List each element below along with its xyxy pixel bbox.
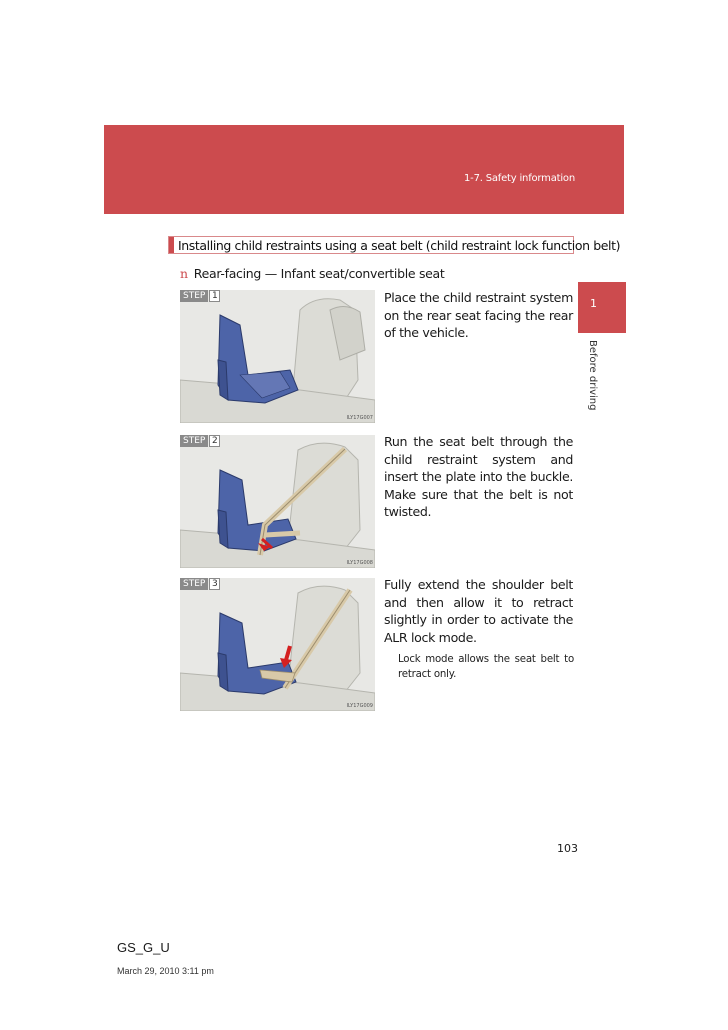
step-label: STEP — [180, 435, 208, 447]
seat-drawing-2 — [180, 435, 375, 568]
print-date: March 29, 2010 3:11 pm — [117, 966, 214, 976]
bullet-icon: n — [180, 266, 188, 281]
chapter-label: Before driving — [587, 340, 598, 411]
seat-drawing-1 — [180, 290, 375, 423]
step-2-text: Run the seat belt through the child restraint system and insert the plate into the buckle. Make sure that the belt is not twisted. — [384, 434, 573, 519]
document-id: GS_G_U — [117, 940, 170, 955]
chapter-label-vertical — [582, 340, 602, 420]
figure-code: ILY17G009 — [346, 703, 373, 709]
step-badge-2 — [180, 435, 220, 447]
page-number: 103 — [557, 842, 578, 855]
figure-code: ILY17G007 — [346, 415, 373, 421]
chapter-number: 1 — [590, 297, 597, 310]
heading-accent-bar — [169, 237, 174, 253]
chapter-header-band — [104, 125, 624, 214]
chapter-tab — [578, 282, 626, 333]
seat-drawing-3 — [180, 578, 375, 711]
section-title: 1-7. Safety information — [464, 173, 575, 184]
step-number: 3 — [209, 578, 220, 590]
step-label: STEP — [180, 578, 208, 590]
subheading-text: Rear-facing — Infant seat/convertible seat — [193, 266, 445, 281]
step-3-illustration — [180, 578, 375, 711]
step-1-text: Place the child restraint system on the rear seat facing the rear of the vehicle. — [384, 290, 573, 340]
topic-heading — [168, 236, 621, 254]
step-3-text: Fully extend the shoulder belt and then allow it to retract slightly in order to activate the ALR lock mode. — [384, 577, 573, 645]
step-1-illustration — [180, 290, 375, 423]
step-label: STEP — [180, 290, 208, 302]
step-number: 2 — [209, 435, 220, 447]
step-2-illustration — [180, 435, 375, 568]
subheading — [180, 266, 445, 281]
step-badge-3 — [180, 578, 220, 590]
topic-heading-text: Installing child restraints using a seat belt (child restraint lock function belt) — [178, 238, 621, 253]
figure-code: ILY17G008 — [346, 560, 373, 566]
step-badge-1 — [180, 290, 220, 302]
step-3-note: Lock mode allows the seat belt to retract only. — [398, 654, 574, 680]
step-number: 1 — [209, 290, 220, 302]
